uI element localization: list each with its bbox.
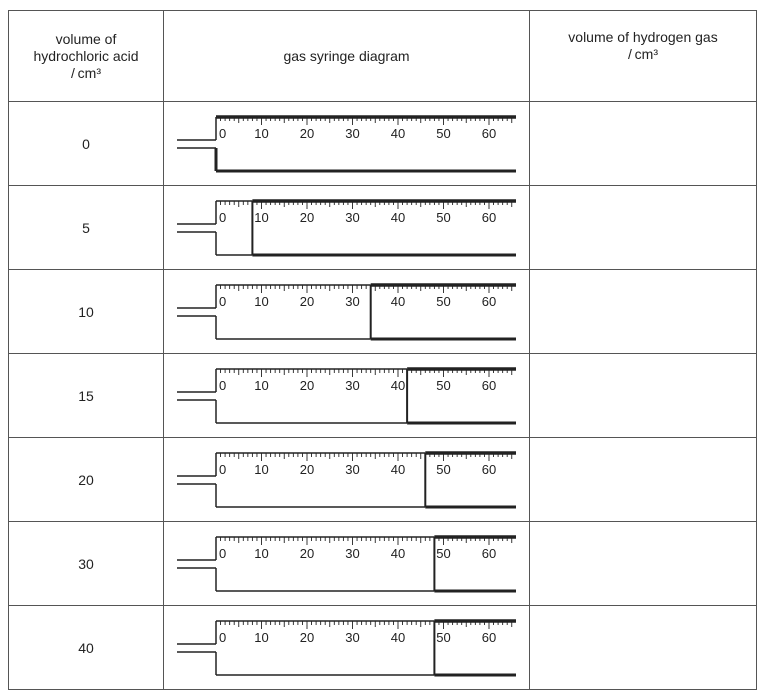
scale-label: 50 [436, 378, 451, 393]
syringe-cell [164, 354, 530, 438]
scale-label: 20 [299, 462, 315, 477]
header-line: volume of hydrogen gas [568, 29, 718, 45]
scale-label: 60 [481, 378, 497, 393]
gas-syringe-diagram [164, 606, 529, 689]
hydrogen-volume-cell[interactable] [530, 606, 757, 690]
scale-label: 40 [390, 210, 406, 225]
acid-volume-cell: 30 [9, 522, 164, 606]
scale-label: 0 [219, 630, 227, 645]
hydrogen-volume-cell[interactable] [530, 270, 757, 354]
scale-label: 40 [390, 546, 406, 561]
scale-label: 10 [254, 378, 269, 393]
table-row [9, 522, 757, 606]
syringe-cell [164, 102, 530, 186]
scale-label: 50 [436, 462, 451, 477]
scale-label: 40 [390, 294, 406, 309]
scale-label: 40 [390, 126, 406, 141]
acid-volume-cell: 0 [9, 102, 164, 186]
scale-label: 50 [436, 630, 451, 645]
scale-label: 60 [481, 294, 497, 309]
header-hydrogen-volume [530, 11, 757, 102]
table-row [9, 186, 757, 270]
scale-label: 60 [481, 546, 497, 561]
scale-label: 0 [219, 462, 227, 477]
gas-syringe-diagram [164, 438, 529, 521]
scale-label: 0 [219, 546, 227, 561]
scale-label: 30 [345, 294, 360, 309]
header-line: hydrochloric acid [33, 47, 139, 64]
acid-volume-cell: 20 [9, 438, 164, 522]
scale-label: 10 [254, 462, 269, 477]
scale-label: 20 [299, 630, 315, 645]
header-diagram: gas syringe diagram [164, 11, 530, 102]
hydrogen-volume-cell[interactable] [530, 522, 757, 606]
header-line: volume of [55, 30, 117, 47]
gas-syringe-diagram [164, 354, 529, 437]
scale-label: 10 [254, 546, 269, 561]
scale-label: 30 [345, 378, 360, 393]
scale-label: 0 [219, 210, 227, 225]
scale-label: 30 [345, 126, 360, 141]
acid-volume-cell: 15 [9, 354, 164, 438]
scale-label: 10 [254, 126, 269, 141]
header-line: / cm³ [627, 46, 659, 62]
table-row [9, 606, 757, 690]
scale-label: 10 [254, 630, 269, 645]
scale-label: 20 [299, 378, 315, 393]
acid-volume-cell: 40 [9, 606, 164, 690]
scale-label: 20 [299, 546, 315, 561]
scale-label: 50 [436, 210, 451, 225]
scale-label: 50 [436, 546, 451, 561]
table-row [9, 354, 757, 438]
hydrogen-volume-cell[interactable] [530, 438, 757, 522]
scale-label: 30 [345, 462, 360, 477]
scale-label: 60 [481, 210, 497, 225]
scale-label: 20 [299, 126, 315, 141]
header-line: / cm³ [70, 64, 102, 81]
scale-label: 0 [219, 126, 227, 141]
syringe-cell [164, 522, 530, 606]
scale-label: 50 [436, 294, 451, 309]
scale-label: 40 [390, 462, 406, 477]
scale-label: 30 [345, 630, 360, 645]
header-acid-volume [9, 11, 164, 102]
results-table [8, 10, 757, 690]
scale-label: 20 [299, 210, 315, 225]
scale-label: 60 [481, 630, 497, 645]
syringe-cell [164, 270, 530, 354]
syringe-cell [164, 438, 530, 522]
syringe-cell [164, 186, 530, 270]
scale-label: 40 [390, 378, 406, 393]
scale-label: 50 [436, 126, 451, 141]
scale-label: 0 [219, 294, 227, 309]
scale-label: 20 [299, 294, 315, 309]
table-row [9, 102, 757, 186]
scale-label: 10 [254, 294, 269, 309]
scale-label: 10 [254, 210, 269, 225]
table-row [9, 438, 757, 522]
scale-label: 60 [481, 462, 497, 477]
hydrogen-volume-cell[interactable] [530, 354, 757, 438]
scale-label: 60 [481, 126, 497, 141]
gas-syringe-diagram [164, 522, 529, 605]
gas-syringe-diagram [164, 102, 529, 185]
syringe-cell [164, 606, 530, 690]
acid-volume-cell: 10 [9, 270, 164, 354]
scale-label: 30 [345, 546, 360, 561]
hydrogen-volume-cell[interactable] [530, 102, 757, 186]
hydrogen-volume-cell[interactable] [530, 186, 757, 270]
table-row [9, 270, 757, 354]
scale-label: 0 [219, 378, 227, 393]
gas-syringe-diagram [164, 270, 529, 353]
header-row [9, 11, 757, 102]
scale-label: 40 [390, 630, 406, 645]
gas-syringe-diagram [164, 186, 529, 269]
acid-volume-cell: 5 [9, 186, 164, 270]
scale-label: 30 [345, 210, 360, 225]
